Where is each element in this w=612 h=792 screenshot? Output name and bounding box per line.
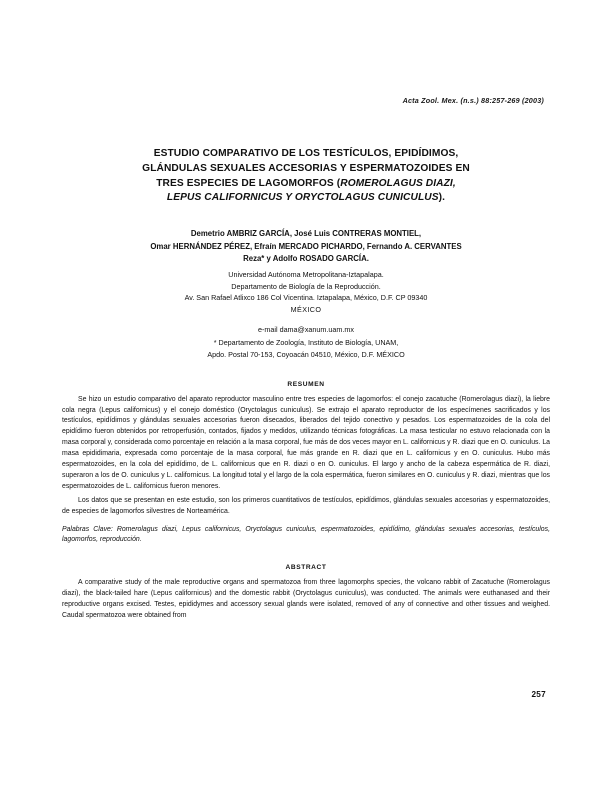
footnote-affiliation (62, 337, 550, 360)
resumen-keywords (62, 525, 550, 547)
author-line-3: Reza* y Adolfo ROSADO GARCÍA. (243, 254, 369, 264)
affiliation-line-1: Universidad Autónoma Metropolitana-Iztapalapa. (228, 270, 384, 279)
keywords-text: Romerolagus diazi, Lepus californicus, Oryctolagus cuniculus, espermatozoides, epidídimo, glándulas sexuales accesorias, testículos, lagomorfos, reproducción. (62, 525, 550, 544)
footnote-affiliation-line-1: * Departamento de Zoología, Instituto de Biología, UNAM, (213, 338, 399, 348)
footnote-affiliation-line-2: Apdo. Postal 70-153, Coyoacán 04510, México, D.F. MÉXICO (207, 349, 405, 359)
title-line-4-plain: ). (438, 192, 446, 204)
title-line-4 (62, 191, 550, 206)
resumen-body (62, 395, 550, 518)
abstract-paragraph-1: A comparative study of the male reproductive organs and spermatozoa from three lagomorphs species, the volcano rabbit of Zacatuche (Romerolagus diazi), the black-tailed hare (Lepus californicus) and the domestic rabbit (Oryctolagus cuniculus), was conducted. The animals were euthanased and their reproductive organs excised. Testes, epididymes and accessory sexual glands were isolated, removed of any of connective and other tissues and weighed. Caudal spermatozoa were obtained from (62, 579, 550, 620)
author-line-1: Demetrio AMBRIZ GARCÍA, José Luis CONTRERAS MONTIEL, (190, 229, 422, 239)
abstract-heading: ABSTRACT (285, 564, 327, 572)
author-list (62, 228, 550, 266)
affiliation-country: MÉXICO (290, 304, 322, 314)
resumen-paragraph-2: Los datos que se presentan en este estudio, son los primeros cuantitativos de testículos, epidídimos, glándulas sexuales accesorias y espermatozoides, de especies de lagomorfos silvestres de Norteamérica. (62, 496, 550, 515)
affiliation-line-3: Av. San Rafael Atlixco 186 Col Vicentina. Iztapalapa, México, D.F. CP 09340 (184, 293, 428, 303)
keywords-label: Palabras Clave: (62, 525, 113, 533)
title-line-3 (62, 177, 550, 192)
title-line-3-plain: TRES ESPECIES DE LAGOMORFOS ( (156, 177, 341, 189)
affiliation-line-2: Departamento de Biología de la Reproducción. (231, 281, 381, 291)
page-number: 257 (531, 690, 546, 699)
title-line-1: ESTUDIO COMPARATIVO DE LOS TESTÍCULOS, EPIDÍDIMOS, (153, 148, 459, 159)
resumen-heading: RESUMEN (287, 380, 325, 388)
page-content (62, 96, 550, 622)
contact-email[interactable]: e-mail dama@xanum.uam.mx (258, 324, 354, 334)
title-line-4-italic: LEPUS CALIFORNICUS Y ORYCTOLAGUS CUNICULUS (166, 192, 439, 204)
title-line-2: GLÁNDULAS SEXUALES ACCESORIAS Y ESPERMATOZOIDES EN (142, 162, 470, 174)
affiliation-block (62, 269, 550, 316)
resumen-paragraph-1: Se hizo un estudio comparativo del aparato reproductor masculino entre tres especies de lagomorfos: el conejo zacatuche (Romerolagus diazi), la liebre cola negra (Lepus californicus) y el conejo doméstico (Oryctolagus cuniculus). Se extrajo el aparato reproductor de los especímenes sacrificados y los testículos, epidídimos y glándulas sexuales accesorias fueron disecados, liberados del tejido conectivo y pesados. Los espermatozoides de la cola del epidídimo fueron obtenidos por retroperfusión, contados, fijados y medidos, utilizando técnicas fotográficas. La masa testicular no estuvo relacionada con la masa corporal y, considerada como porcentaje en relación a la masa corporal, fue más de dos veces mayor en L. californicus y R. diazi que en O. cuniculus. La masa epididimaria, expresada como porcentaje de la masa corporal, fue más grande en R. diazi que en L. californicus y en O. cuniculus. Hubo más espermatozoides, en la cola del epidídimo, de L. californicus que en R. diazi o en O. cuniculus. El largo y ancho de la cabeza espermática de R. diazi, superaron a los de O. cuniculus y L. californicus. La longitud total y el largo de la cola espermática, fueron similares en O. cuniculus y R. diazi, mientras que los espermatozoides de L. californicus fueron menores. (62, 395, 550, 490)
title-line-3-italic: ROMEROLAGUS DIAZI, (340, 177, 456, 189)
article-title (62, 147, 550, 206)
author-line-2: Omar HERNÁNDEZ PÉREZ, Efraín MERCADO PICHARDO, Fernando A. CERVANTES (150, 241, 462, 251)
abstract-body (62, 578, 550, 622)
journal-reference: Acta Zool. Mex. (n.s.) 88:257-269 (2003) (402, 96, 544, 105)
